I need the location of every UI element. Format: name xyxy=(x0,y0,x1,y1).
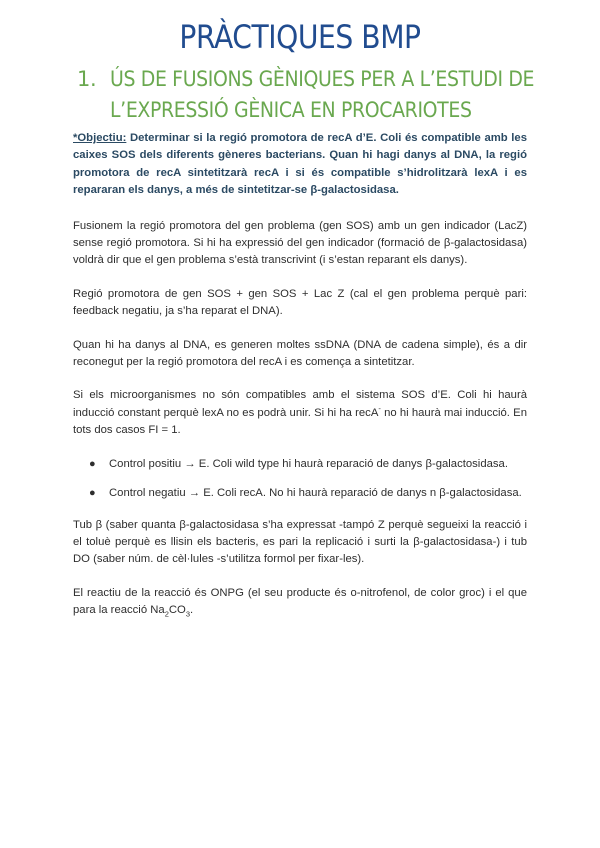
bullet-icon: ● xyxy=(89,487,96,500)
controls-list xyxy=(73,456,527,503)
document-body xyxy=(73,130,527,636)
page-title: PRÀCTIQUES BMP xyxy=(179,18,421,56)
bullet-text: Control positiu → E. Coli wild type hi haurà reparació de danys β-galactosidasa. xyxy=(109,457,508,470)
list-item xyxy=(73,456,527,473)
bullet-icon: ● xyxy=(89,457,96,470)
section-number: 1. xyxy=(77,67,97,91)
reagent-text: El reactiu de la reacció és ONPG (el seu producte és o-nitrofenol, de color groc) i el que para la reacció Na xyxy=(73,586,527,617)
section-heading-line-2: L’EXPRESSIÓ GÈNICA EN PROCARIOTES xyxy=(110,98,472,122)
bullet-text: Control negatiu → E. Coli recA. No hi haurà reparació de danys n β-galactosidasa. xyxy=(109,487,522,500)
paragraph-reagent xyxy=(73,585,527,620)
subscript-3: 3 xyxy=(185,609,190,619)
objective-label: *Objectiu: xyxy=(73,132,127,144)
objective-paragraph xyxy=(73,130,527,200)
paragraph-fusion: Fusionem la regió promotora del gen problema (gen SOS) amb un gen indicador (LacZ) sense regió promotora. Si hi ha expressió del gen indicador (formació de β-galactosidasa) voldrà dir que el gen problema s’està transcrivint (i s’estan reparant els danys). xyxy=(73,219,527,267)
list-item xyxy=(73,485,527,502)
compat-superscript: - xyxy=(378,404,381,414)
paragraph-dna-damage: Quan hi ha danys al DNA, es generen moltes ssDNA (DNA de cadena simple), és a dir reconegut per la regió promotora del recA i es comença a sintetitzar. xyxy=(73,338,527,369)
compat-text-a: Si els microorganismes no són compatibles amb el sistema SOS d’E. Coli hi haurà inducció constant perquè lexA no es podrà unir. Si hi ha recA xyxy=(73,389,527,419)
paragraph-tubes: Tub β (saber quanta β-galactosidasa s’ha expressat -tampó Z perquè segueixi la reacció i el toluè perquè es llisin els bacteris, es pari la replicació i surti la β-galactosidasa-) i tub DO (saber núm. de cèl·lules -s’utilitza formol per fixar-les). xyxy=(73,518,527,566)
objective-text: Determinar si la regió promotora de recA d’E. Coli és compatible amb les caixes SOS dels diferents gèneres bacterians. Quan hi hagi danys al DNA, la regió promotora de recA sintetitzarà recA i si és compatible s’hidrolitzarà lexA i es repararan els danys, a més de sintetitzar-se β-galactosidasa. xyxy=(73,132,527,197)
reagent-co: CO xyxy=(168,604,186,617)
compat-text-b: no hi haurà mai inducció. En tots dos casos FI = 1. xyxy=(73,406,527,437)
section-heading-line-1: ÚS DE FUSIONS GÈNIQUES PER A L’ESTUDI DE xyxy=(110,67,535,91)
subscript-2: 2 xyxy=(164,609,169,619)
reagent-end: . xyxy=(189,604,194,617)
paragraph-promoter: Regió promotora de gen SOS + gen SOS + Lac Z (cal el gen problema perquè pari: feedback negatiu, ja s’ha reparat el DNA). xyxy=(73,287,527,318)
paragraph-compatibility xyxy=(73,387,527,439)
